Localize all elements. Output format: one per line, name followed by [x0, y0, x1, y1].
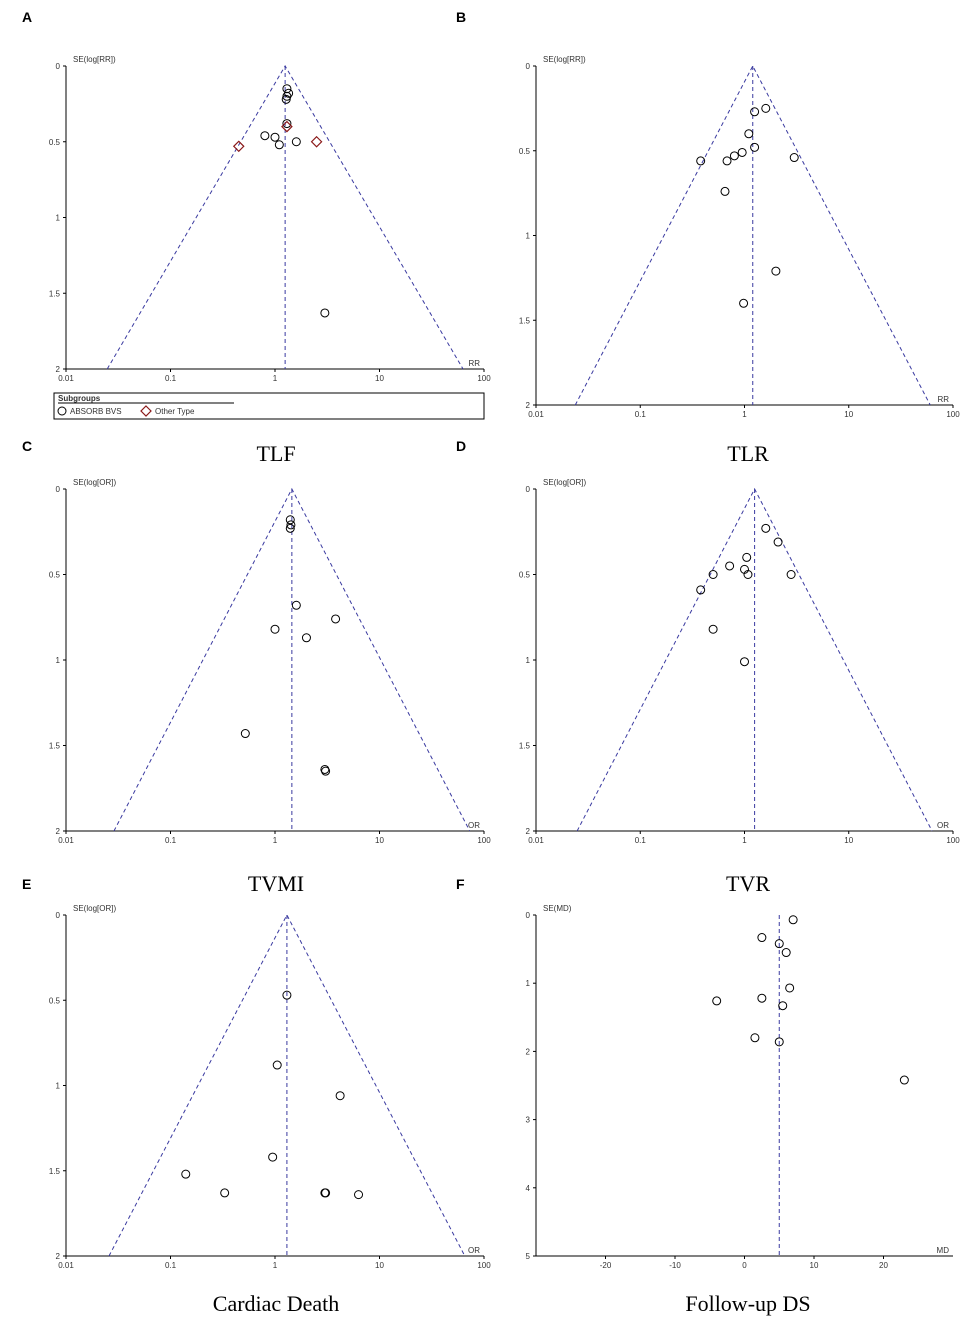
y-axis-title: SE(log[RR]) — [73, 55, 116, 64]
x-tick-label: 10 — [375, 836, 384, 845]
y-tick-label: 2 — [525, 1047, 530, 1057]
data-point — [762, 524, 770, 532]
y-tick-label: 0.5 — [48, 570, 60, 580]
panel-caption: TLR — [727, 441, 769, 466]
data-point — [321, 309, 329, 317]
data-point — [751, 108, 759, 116]
y-axis-title: SE(log[OR]) — [73, 478, 117, 487]
y-tick-label: 1 — [55, 1081, 60, 1091]
y-tick-label: 4 — [525, 1183, 530, 1193]
y-tick-label: 0 — [55, 485, 60, 494]
panel-letter: D — [456, 438, 467, 454]
panel-b — [456, 9, 960, 466]
y-tick-label: 0.5 — [48, 137, 60, 147]
y-tick-label: 2 — [55, 365, 60, 374]
data-point — [221, 1189, 229, 1197]
x-tick-label: 0.01 — [58, 374, 74, 383]
y-tick-label: 1.5 — [518, 741, 530, 751]
data-point — [713, 997, 721, 1005]
x-tick-label: 0.01 — [528, 410, 544, 419]
data-point — [740, 299, 748, 307]
panel-caption: TVR — [726, 871, 770, 896]
y-tick-label: 1.5 — [48, 289, 60, 299]
data-point — [269, 1153, 277, 1161]
x-tick-label: 100 — [946, 836, 960, 845]
data-point — [355, 1191, 363, 1199]
y-tick-label: 2 — [55, 1252, 60, 1261]
x-tick-label: 1 — [272, 374, 278, 383]
data-point — [271, 625, 279, 633]
panel-f — [456, 876, 953, 1316]
data-point — [336, 1092, 344, 1100]
x-tick-label: 0.1 — [634, 410, 646, 419]
legend — [54, 393, 484, 419]
data-point — [772, 267, 780, 275]
x-tick-label: 0.1 — [634, 836, 646, 845]
data-point — [738, 148, 746, 156]
data-point — [758, 994, 766, 1002]
y-axis-title: SE(log[OR]) — [73, 904, 117, 913]
x-tick-label: 0.01 — [528, 836, 544, 845]
panel-d — [456, 438, 960, 896]
y-tick-label: 1 — [55, 656, 60, 665]
data-point — [273, 1061, 281, 1069]
x-tick-label: 10 — [375, 1261, 384, 1270]
x-tick-label: 100 — [477, 836, 491, 845]
legend-marker-circle — [58, 407, 66, 415]
y-tick-label: 0 — [525, 485, 530, 494]
panel-e — [22, 876, 491, 1316]
y-tick-label: 1 — [525, 979, 530, 989]
x-tick-label: 10 — [375, 374, 384, 383]
data-point — [730, 152, 738, 160]
x-tick-label: 0.01 — [58, 836, 74, 845]
data-point — [271, 133, 279, 141]
y-tick-label: 1 — [525, 656, 530, 665]
x-axis-title: OR — [468, 1246, 480, 1255]
y-tick-label: 0 — [525, 911, 530, 920]
x-tick-label: 1 — [742, 410, 747, 419]
data-point — [283, 85, 291, 93]
x-tick-label: 10 — [809, 1261, 819, 1270]
data-point — [275, 141, 283, 149]
y-tick-label: 0 — [55, 911, 60, 920]
data-point — [779, 1002, 787, 1010]
data-point — [758, 934, 766, 942]
y-tick-label: 0 — [55, 62, 60, 71]
x-tick-label: 20 — [879, 1261, 888, 1270]
data-point — [762, 104, 770, 112]
data-point — [790, 154, 798, 162]
data-point — [182, 1170, 190, 1178]
data-point — [751, 1034, 759, 1042]
y-tick-label: 1 — [525, 231, 530, 241]
panel-letter: B — [456, 9, 467, 25]
panel-letter: C — [22, 438, 33, 454]
x-tick-label: 0.1 — [164, 374, 177, 383]
panel-letter: E — [22, 876, 32, 892]
x-tick-label: 0 — [742, 1261, 747, 1270]
x-tick-label: -10 — [669, 1261, 681, 1270]
y-tick-label: 1.5 — [518, 316, 530, 326]
y-tick-label: 2 — [525, 827, 530, 836]
data-point — [726, 562, 734, 570]
x-axis-title: RR — [468, 359, 480, 368]
data-point — [721, 187, 729, 195]
x-tick-label: -20 — [599, 1261, 612, 1270]
data-point — [782, 949, 790, 957]
legend-entry: ABSORB BVS — [70, 407, 122, 416]
x-axis-title: MD — [936, 1246, 949, 1255]
y-tick-label: 0.5 — [518, 570, 530, 580]
x-tick-label: 100 — [477, 1261, 491, 1270]
x-tick-label: 1 — [742, 836, 747, 845]
panel-caption: Follow-up DS — [685, 1291, 811, 1316]
panel-letter: A — [22, 9, 33, 25]
data-point — [751, 143, 759, 151]
x-tick-label: 10 — [844, 836, 854, 845]
data-point — [292, 138, 300, 146]
legend-marker-diamond — [141, 406, 151, 416]
x-axis-title: RR — [937, 395, 949, 404]
x-axis-title: OR — [468, 821, 480, 830]
y-tick-label: 1.5 — [48, 741, 60, 751]
data-point — [787, 571, 795, 579]
y-tick-label: 2 — [55, 827, 60, 836]
data-point — [709, 625, 717, 633]
data-point — [743, 553, 751, 561]
x-tick-label: 1 — [272, 1261, 278, 1270]
data-point — [786, 984, 794, 992]
legend-entry: Other Type — [155, 407, 195, 416]
y-tick-label: 3 — [525, 1115, 530, 1125]
x-axis-title: OR — [937, 821, 949, 830]
data-point — [900, 1076, 908, 1084]
data-point — [332, 615, 340, 623]
data-point — [261, 132, 269, 140]
y-axis-title: SE(MD) — [543, 904, 572, 913]
x-tick-label: 0.01 — [58, 1261, 74, 1270]
y-tick-label: 0.5 — [48, 996, 60, 1006]
data-point — [292, 601, 300, 609]
data-point — [774, 538, 782, 546]
panel-c — [22, 438, 491, 896]
y-tick-label: 0 — [525, 62, 530, 71]
panel-letter: F — [456, 876, 465, 892]
x-tick-label: 1 — [272, 836, 278, 845]
panel-caption: TVMI — [247, 871, 305, 896]
panel-a — [22, 9, 491, 466]
x-tick-label: 0.1 — [164, 836, 177, 845]
legend-title: Subgroups — [58, 394, 101, 403]
data-point — [241, 730, 249, 738]
x-tick-label: 100 — [946, 410, 960, 419]
data-point — [745, 130, 753, 138]
x-tick-label: 10 — [844, 410, 854, 419]
y-tick-label: 2 — [525, 401, 530, 410]
data-point — [723, 157, 731, 165]
y-tick-label: 1 — [55, 213, 60, 223]
y-tick-label: 5 — [525, 1252, 530, 1261]
y-tick-label: 1.5 — [48, 1166, 60, 1176]
data-point — [741, 658, 749, 666]
y-axis-title: SE(log[RR]) — [543, 55, 586, 64]
panel-caption: TLF — [256, 441, 296, 466]
y-tick-label: 0.5 — [518, 146, 530, 156]
x-tick-label: 100 — [477, 374, 491, 383]
data-point — [302, 634, 310, 642]
data-point-diamond — [312, 137, 322, 147]
panel-caption: Cardiac Death — [212, 1291, 340, 1316]
data-point-diamond — [234, 141, 244, 151]
y-axis-title: SE(log[OR]) — [543, 478, 587, 487]
data-point — [789, 916, 797, 924]
x-tick-label: 0.1 — [164, 1261, 177, 1270]
